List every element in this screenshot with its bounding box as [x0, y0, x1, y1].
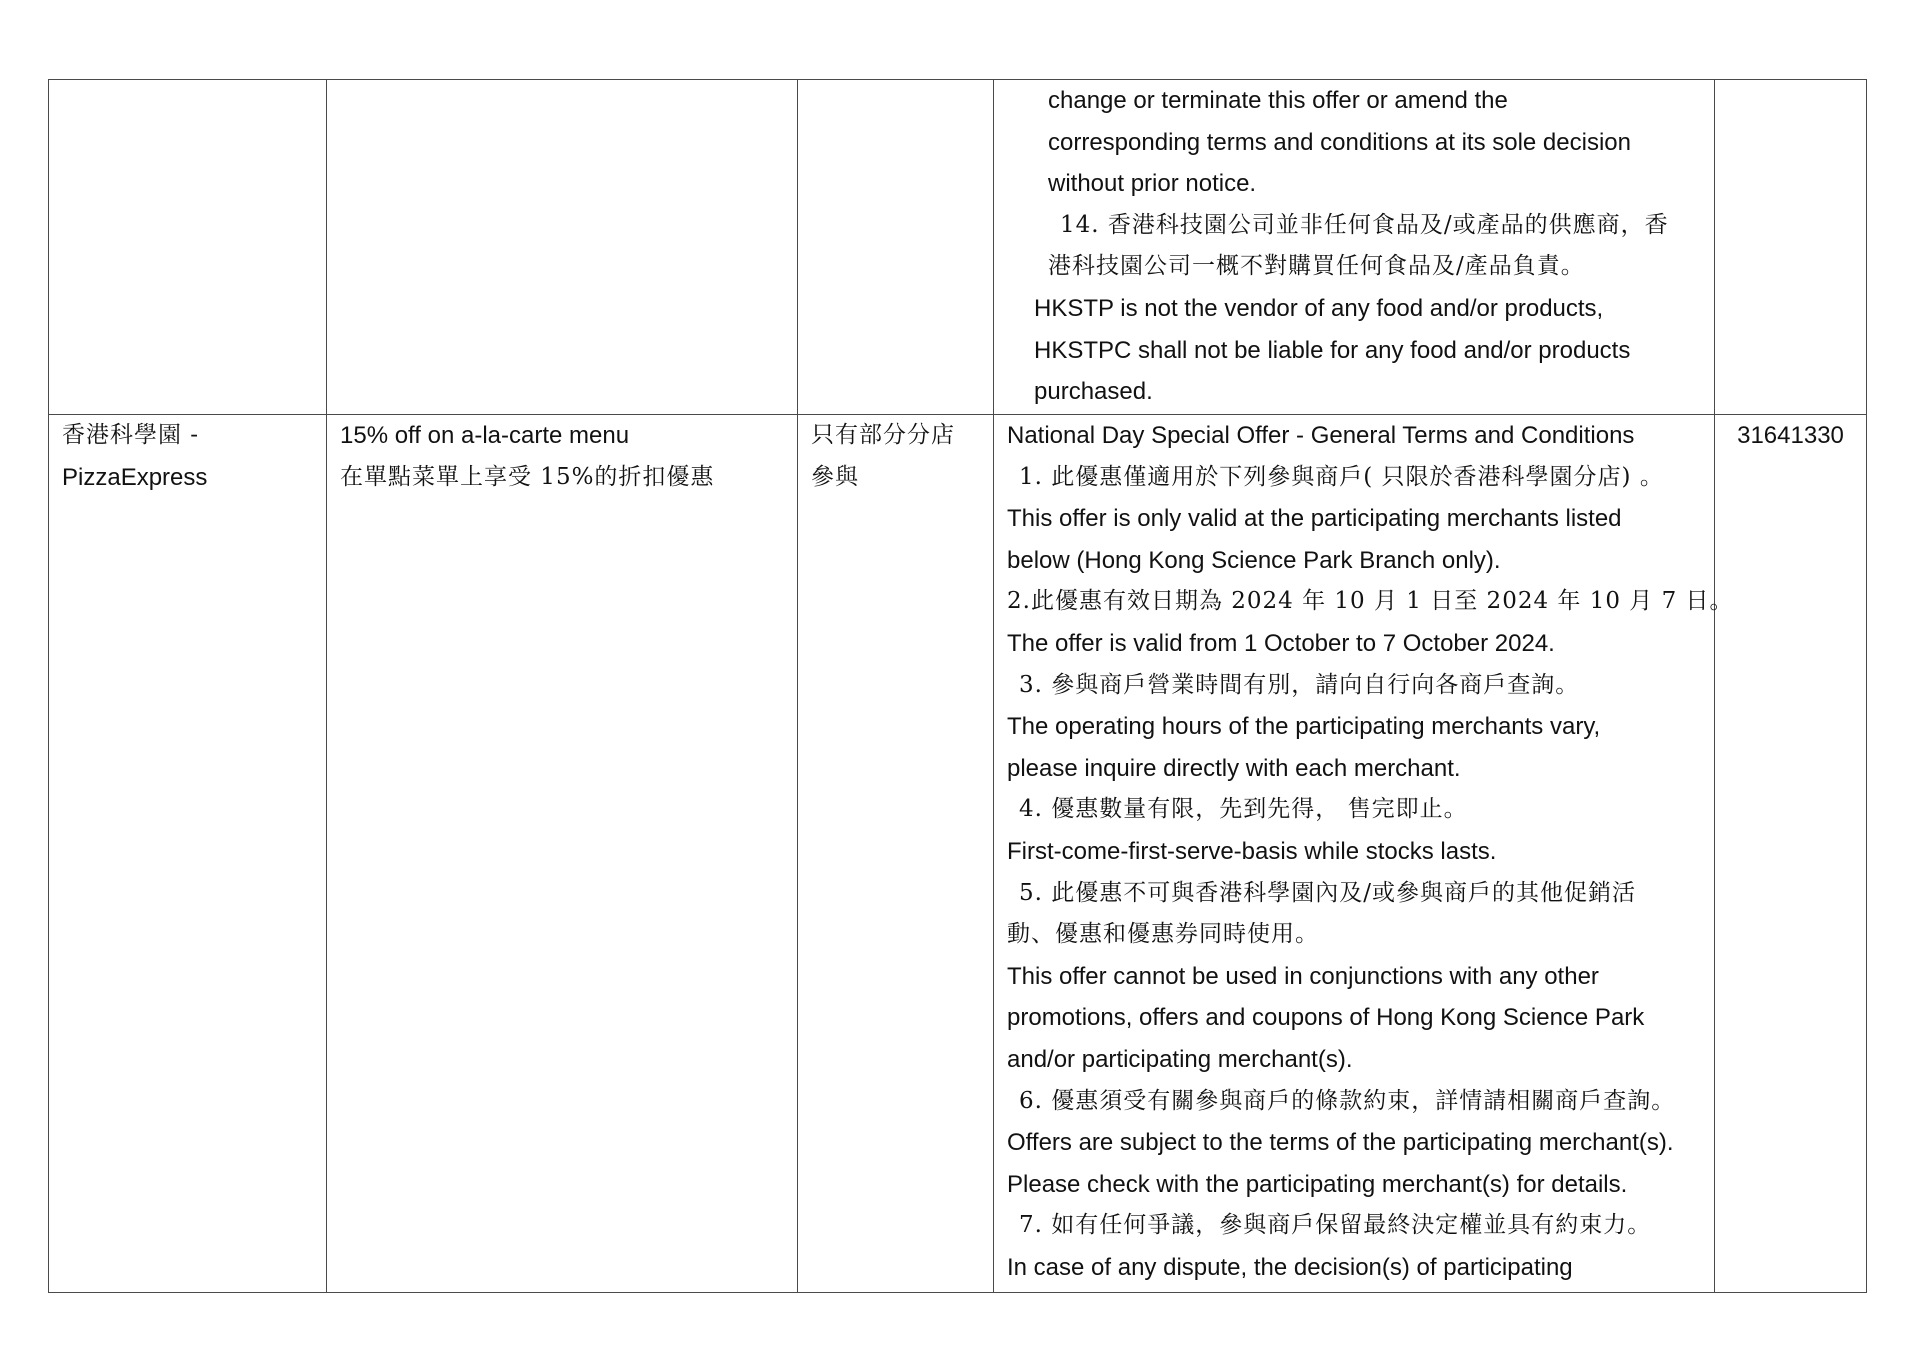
terms-line: Offers are subject to the terms of the participating merchant(s).: [1007, 1129, 1674, 1157]
terms-list: [994, 80, 1706, 413]
terms-line: HKSTP is not the vendor of any food and/or products,: [1034, 294, 1604, 322]
terms-line: In case of any dispute, the decision(s) of participating: [1007, 1253, 1573, 1281]
terms-line: 4. 優惠數量有限，先到先得， 售完即止。: [1019, 796, 1468, 823]
merchant-cell: [49, 80, 327, 415]
phone-cell: [1715, 80, 1867, 415]
branch-cell: [798, 80, 994, 415]
offer-en: 15% off on a-la-carte menu: [340, 422, 630, 449]
terms-line: corresponding terms and conditions at its sole decision: [1048, 128, 1631, 156]
terms-line: Please check with the participating merchant(s) for details.: [1007, 1170, 1628, 1198]
terms-line: please inquire directly with each merchant.: [1007, 754, 1461, 782]
terms-line: without prior notice.: [1048, 170, 1257, 198]
terms-line: National Day Special Offer - General Terms and Conditions: [1007, 422, 1635, 449]
offers-table: [48, 79, 1867, 1293]
terms-line: promotions, offers and coupons of Hong Kong Science Park: [1007, 1004, 1645, 1032]
terms-line: This offer is only valid at the participating merchants listed: [1007, 505, 1622, 533]
terms-line: 動、優惠和優惠券同時使用。: [1007, 921, 1319, 948]
offer-zh: 在單點菜單上享受 15%的折扣優惠: [340, 463, 715, 490]
merchant-cell: [49, 415, 327, 1293]
branch-note-line: 只有部分分店: [811, 422, 955, 448]
terms-list: [1007, 415, 1734, 1288]
terms-line: change or terminate this offer or amend the: [1048, 87, 1508, 114]
terms-line: below (Hong Kong Science Park Branch only).: [1007, 546, 1501, 574]
table-row: [49, 415, 1867, 1293]
terms-line: First-come-first-serve-basis while stocks lasts.: [1007, 837, 1497, 865]
merchant-name-zh: 香港科學園 -: [62, 422, 200, 448]
terms-line: The operating hours of the participating merchants vary,: [1007, 713, 1601, 741]
terms-line: 5. 此優惠不可與香港科學園內及/或參與商戶的其他促銷活: [1019, 879, 1637, 906]
branch-cell: [798, 415, 994, 1293]
table-row: [49, 80, 1867, 415]
terms-line: 14. 香港科技園公司並非任何食品及/或產品的供應商，香: [1060, 211, 1669, 238]
branch-note-line: 參與: [811, 463, 859, 490]
terms-line: 3. 參與商戶營業時間有別，請向自行向各商戶查詢。: [1019, 671, 1580, 698]
terms-line: 2.此優惠有效日期為 2024 年 10 月 1 日至 2024 年 10 月 7 日。: [1007, 588, 1734, 615]
terms-cell: [994, 80, 1715, 415]
terms-line: 港科技園公司一概不對購買任何食品及/產品負責。: [1048, 253, 1585, 280]
terms-cell: [994, 415, 1734, 1293]
offer-cell: [327, 415, 798, 1293]
terms-line: 6. 優惠須受有關參與商戶的條款約束，詳情請相關商戶查詢。: [1019, 1087, 1676, 1114]
phone-number: 31641330: [1737, 422, 1844, 449]
terms-line: purchased.: [1034, 378, 1153, 406]
phone-cell: [1715, 415, 1867, 1293]
terms-line: This offer cannot be used in conjunctions with any other: [1007, 962, 1599, 990]
terms-line: 7. 如有任何爭議，參與商戶保留最終決定權並具有約束力。: [1019, 1212, 1652, 1239]
offer-cell: [327, 80, 798, 415]
merchant-name-en: PizzaExpress: [62, 463, 208, 491]
terms-line: HKSTPC shall not be liable for any food and/or products: [1034, 336, 1631, 364]
terms-line: 1. 此優惠僅適用於下列參與商戶( 只限於香港科學園分店) 。: [1019, 463, 1664, 490]
terms-line: and/or participating merchant(s).: [1007, 1045, 1353, 1073]
terms-line: The offer is valid from 1 October to 7 October 2024.: [1007, 629, 1555, 657]
